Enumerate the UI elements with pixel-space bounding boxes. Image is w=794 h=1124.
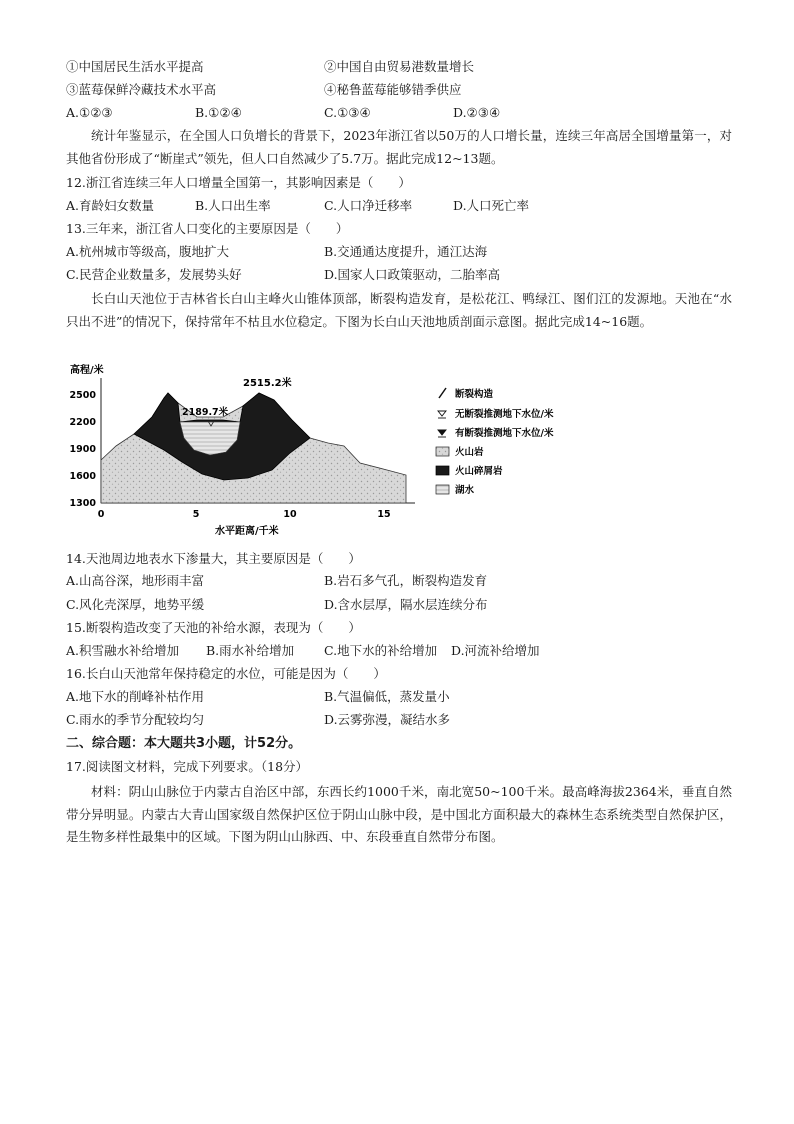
q14-choice-a[interactable]: A.山高谷深，地形雨丰富 bbox=[66, 573, 205, 588]
legend-no-fault-water-level: 无断裂推测地下水位/米 bbox=[455, 409, 554, 420]
legend-fault-water-level: 有断裂推测地下水位/米 bbox=[455, 428, 554, 439]
q11-option-1: ①中国居民生活水平提高 bbox=[66, 59, 204, 74]
q11-option-3: ③蓝莓保鲜冷藏技术水平高 bbox=[66, 82, 217, 97]
x-axis-label: 水平距离/千米 bbox=[215, 526, 279, 537]
legend-volcanic-clastic: 火山碎屑岩 bbox=[455, 466, 503, 477]
tianchi-geological-profile-figure bbox=[60, 360, 554, 540]
section-2-heading: 二、综合题：本大题共3小题，计52分。 bbox=[66, 736, 302, 751]
q16-choice-d[interactable]: D.云雾弥漫，凝结水多 bbox=[324, 712, 451, 727]
q13-stem: 13.三年来，浙江省人口变化的主要原因是（ ） bbox=[66, 221, 349, 236]
no-fault-water-level-icon bbox=[438, 411, 446, 418]
y-tick-2500: 2500 bbox=[69, 390, 96, 401]
q15-choice-c[interactable]: C.地下水的补给增加 bbox=[324, 643, 438, 658]
q11-choice-c[interactable]: C.①③④ bbox=[324, 105, 371, 120]
x-tick-0: 0 bbox=[97, 509, 105, 520]
q11-option-2: ②中国自由贸易港数量增长 bbox=[324, 59, 475, 74]
legend-volcanic-rock: 火山岩 bbox=[455, 447, 484, 458]
q14-stem: 14.天池周边地表水下渗量大，其主要原因是（ ） bbox=[66, 551, 361, 566]
y-tick-labels bbox=[70, 390, 97, 509]
q11-option-4: ④秘鲁蓝莓能够错季供应 bbox=[324, 82, 462, 97]
y-tick-1600: 1600 bbox=[69, 471, 96, 482]
q12-choice-c[interactable]: C.人口净迁移率 bbox=[324, 198, 413, 213]
legend-fault: 断裂构造 bbox=[455, 389, 494, 400]
x-tick-10: 10 bbox=[283, 509, 297, 520]
q13-choice-d[interactable]: D.国家人口政策驱动，二胎率高 bbox=[324, 267, 501, 282]
figure-legend bbox=[436, 388, 554, 496]
q12-choice-a[interactable]: A.育龄妇女数量 bbox=[66, 198, 155, 213]
q17-stem: 17.阅读图文材料，完成下列要求。（18分） bbox=[66, 759, 309, 774]
lake-elevation-label: 2189.7米 bbox=[182, 407, 229, 418]
legend-lake-water: 湖水 bbox=[455, 485, 475, 496]
fault-water-level-icon bbox=[438, 430, 446, 437]
x-tick-15: 15 bbox=[377, 509, 391, 520]
y-tick-2200: 2200 bbox=[69, 417, 96, 428]
q16-choice-a[interactable]: A.地下水的削峰补枯作用 bbox=[66, 689, 205, 704]
q14-choice-b[interactable]: B.岩石多气孔，断裂构造发育 bbox=[324, 573, 488, 588]
y-axis-label: 高程/米 bbox=[70, 365, 104, 376]
q13-choice-b[interactable]: B.交通通达度提升，通江达海 bbox=[324, 244, 488, 259]
y-tick-1900: 1900 bbox=[69, 444, 96, 455]
q15-choice-a[interactable]: A.积雪融水补给增加 bbox=[66, 643, 180, 658]
y-tick-1300: 1300 bbox=[69, 498, 96, 509]
fault-legend-icon bbox=[439, 388, 446, 398]
q15-choice-d[interactable]: D.河流补给增加 bbox=[451, 643, 540, 658]
q11-choice-b[interactable]: B.①②④ bbox=[195, 105, 242, 120]
q14-choice-d[interactable]: D.含水层厚，隔水层连续分布 bbox=[324, 597, 488, 612]
q17-material: 材料：阴山山脉位于内蒙古自治区中部，东西长约1000千米，南北宽50~100千米。最高峰海拔2364米，垂直自然带分异明显。内蒙古大青山国家级自然保护区位于阴山山脉中段，是中国北方面积最大的森林生态系统类型自然保护区，是生物多样性最集中的区域。下图为阴山山脉西、中、东段垂直自然带分布图。 bbox=[66, 784, 732, 844]
q15-choice-b[interactable]: B.雨水补给增加 bbox=[206, 643, 295, 658]
x-tick-5: 5 bbox=[192, 509, 200, 520]
volcanic-rock-legend-swatch bbox=[436, 447, 449, 456]
q13-choice-c[interactable]: C.民营企业数量多，发展势头好 bbox=[66, 267, 242, 282]
q12-choice-b[interactable]: B.人口出生率 bbox=[195, 198, 271, 213]
intro-14-16: 长白山天池位于吉林省长白山主峰火山锥体顶部，断裂构造发育，是松花江、鸭绿江、图们江的发源地。天池在“水只出不进”的情况下，保持常年不枯且水位稳定。下图为长白山天池地质剖面示意图。据此完成14~16题。 bbox=[66, 291, 732, 329]
q16-choice-c[interactable]: C.雨水的季节分配较均匀 bbox=[66, 712, 205, 727]
lake-water-legend-swatch bbox=[436, 485, 449, 494]
q14-choice-c[interactable]: C.风化壳深厚，地势平缓 bbox=[66, 597, 205, 612]
x-tick-labels bbox=[98, 509, 391, 520]
volcanic-clastic-legend-swatch bbox=[436, 466, 449, 475]
q11-choice-d[interactable]: D.②③④ bbox=[453, 105, 501, 120]
q15-stem: 15.断裂构造改变了天池的补给水源，表现为（ ） bbox=[66, 620, 361, 635]
q11-choice-a[interactable]: A.①②③ bbox=[66, 105, 113, 120]
q13-choice-a[interactable]: A.杭州城市等级高，腹地扩大 bbox=[66, 244, 230, 259]
q16-stem: 16.长白山天池常年保持稳定的水位，可能是因为（ ） bbox=[66, 666, 386, 681]
q12-stem: 12.浙江省连续三年人口增量全国第一，其影响因素是（ ） bbox=[66, 175, 411, 190]
intro-12-13: 统计年鉴显示，在全国人口负增长的背景下，2023年浙江省以50万的人口增长量，连续三年高居全国增量第一，对其他省份形成了“断崖式”领先，但人口自然减少了5.7万。据此完成12~13题。 bbox=[66, 128, 732, 166]
q16-choice-b[interactable]: B.气温偏低，蒸发量小 bbox=[324, 689, 450, 704]
peak-elevation-label: 2515.2米 bbox=[243, 378, 292, 389]
q12-choice-d[interactable]: D.人口死亡率 bbox=[453, 198, 530, 213]
